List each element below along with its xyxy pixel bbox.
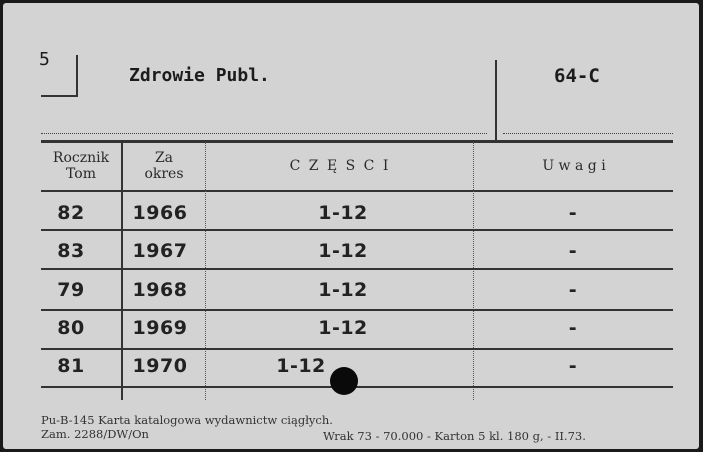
col-sep-3 xyxy=(473,142,474,400)
row-3-uwagi: - xyxy=(568,279,578,301)
header-okres: okres xyxy=(144,166,184,182)
row-4-uwagi: - xyxy=(568,317,578,339)
header-tom: Tom xyxy=(66,166,96,182)
row-4-okres: 1969 xyxy=(132,317,188,339)
title-divider xyxy=(495,60,497,140)
title-dotted-line xyxy=(41,133,487,134)
punch-hole xyxy=(330,367,358,395)
corner-mark-vertical xyxy=(76,55,78,97)
header-rocznik-tom xyxy=(41,150,121,182)
header-za-okres xyxy=(123,150,205,182)
row-5-uwagi: - xyxy=(568,355,578,377)
corner-mark-horizontal xyxy=(41,95,78,97)
row-3-czesci: 1-12 xyxy=(318,279,368,301)
footer-line-2-left: Zam. 2288/DW/On xyxy=(41,427,149,441)
row-4-czesci: 1-12 xyxy=(318,317,368,339)
header-czesci: C Z Ę S C I xyxy=(289,158,391,174)
header-top-line xyxy=(41,140,673,143)
row-line-1 xyxy=(41,229,673,231)
header-za: Za xyxy=(154,150,174,166)
row-line-3 xyxy=(41,309,673,311)
row-2-okres: 1967 xyxy=(132,240,188,262)
row-5-czesci: 1-12 xyxy=(276,355,326,377)
row-1-tom: 82 xyxy=(57,202,85,224)
row-line-4 xyxy=(41,348,673,350)
card-title: Zdrowie Publ. xyxy=(129,65,270,86)
row-2-uwagi: - xyxy=(568,240,578,262)
row-3-okres: 1968 xyxy=(132,279,188,301)
row-line-2 xyxy=(41,268,673,270)
row-4-tom: 80 xyxy=(57,317,85,339)
signature-dotted-line xyxy=(503,133,673,134)
row-1-okres: 1966 xyxy=(132,202,188,224)
card-number: 5 xyxy=(39,49,50,70)
header-bottom-line xyxy=(41,190,673,192)
row-line-5 xyxy=(41,386,673,388)
row-5-tom: 81 xyxy=(57,355,85,377)
header-uwagi: U w a g i xyxy=(542,158,606,174)
card-signature: 64-C xyxy=(554,65,600,87)
col-sep-2 xyxy=(205,142,206,400)
footer-line-2-right: Wrak 73 - 70.000 - Karton 5 kl. 180 g, - II.73. xyxy=(323,429,586,443)
footer-line-1: Pu-B-145 Karta katalogowa wydawnictw ciągłych. xyxy=(41,413,333,427)
row-2-czesci: 1-12 xyxy=(318,240,368,262)
header-rocznik: Rocznik xyxy=(52,150,110,166)
row-3-tom: 79 xyxy=(57,279,85,301)
row-5-okres: 1970 xyxy=(132,355,188,377)
catalog-card xyxy=(3,3,699,449)
row-1-czesci: 1-12 xyxy=(318,202,368,224)
row-2-tom: 83 xyxy=(57,240,85,262)
row-1-uwagi: - xyxy=(568,202,578,224)
